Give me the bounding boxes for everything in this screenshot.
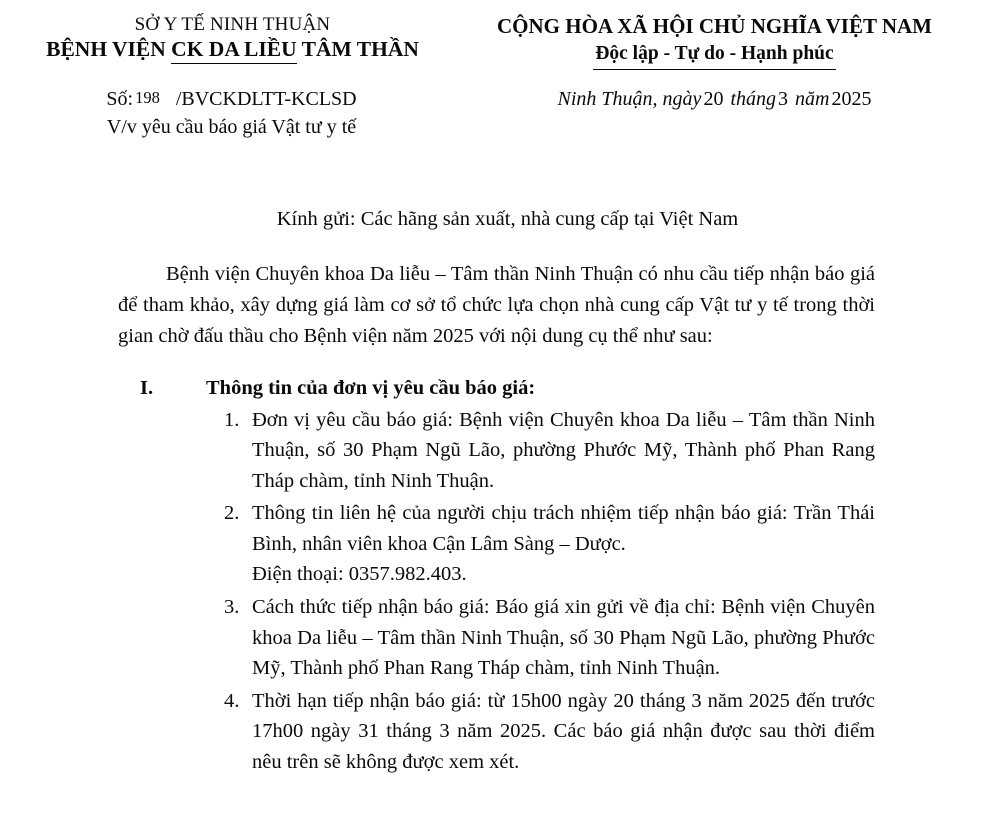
document-number-line [8, 86, 455, 112]
organization-name [10, 37, 455, 63]
list-item-number: 1. [224, 408, 240, 431]
list-item [118, 498, 875, 590]
document-number-label: Số: [106, 88, 134, 111]
list-item [118, 592, 875, 684]
document-body [118, 206, 875, 777]
date-month: 3 [778, 88, 788, 111]
list-item-text [252, 498, 875, 590]
list-item-number: 2. [224, 502, 240, 525]
list-item-number: 3. [224, 595, 240, 618]
list-item-number: 4. [224, 689, 240, 712]
list-item [118, 686, 875, 778]
document-number-value: 198 [135, 88, 160, 108]
place-label: Ninh Thuận, ngày [557, 88, 702, 111]
document-meta-row [0, 86, 990, 141]
list-item-text: Đơn vị yêu cầu báo giá: Bệnh viện Chuyên khoa Da liễu – Tâm thần Ninh Thuận, số 30 Phạm Ngũ Lão, phường Phước Mỹ, Thành phố Phan Rang Tháp chàm, tỉnh Ninh Thuận. [252, 408, 875, 492]
section-i-heading [118, 374, 875, 403]
national-motto: Độc lập - Tự do - Hạnh phúc [593, 42, 835, 70]
section-i-item-list [118, 405, 875, 777]
organization-name-suffix: TÂM THẦN [296, 37, 419, 62]
list-item-text: Thời hạn tiếp nhận báo giá: từ 15h00 ngày 20 tháng 3 năm 2025 đến trước 17h00 ngày 31 tháng 3 năm 2025. Các báo giá nhận được sau thời điểm nêu trên sẽ không được xem xét. [252, 689, 875, 773]
national-title: CỘNG HÒA XÃ HỘI CHỦ NGHĨA VIỆT NAM [496, 14, 933, 38]
list-item-text: Cách thức tiếp nhận báo giá: Báo giá xin gửi về địa chỉ: Bệnh viện Chuyên khoa Da liễu – Tâm thần Ninh Thuận, số 30 Phạm Ngũ Lão, phường Phước Mỹ, Thành phố Phan Rang Tháp chàm, tỉnh Ninh Thuận. [252, 595, 875, 680]
organization-name-prefix: BỆNH VIỆN [46, 37, 172, 62]
document-subject-line: V/v yêu cầu báo giá Vật tư y tế [106, 116, 357, 139]
date-year: 2025 [831, 88, 872, 111]
list-item-phone-line: Điện thoại: 0357.982.403. [252, 563, 467, 586]
organization-name-underlined: CK DA LIỀU [171, 37, 296, 64]
section-i-title: Thông tin của đơn vị yêu cầu báo giá: [206, 377, 536, 400]
section-i [118, 374, 875, 777]
place-and-date-block [455, 86, 990, 141]
date-day: 20 [703, 88, 724, 111]
issuing-organization-block [0, 14, 455, 70]
year-label: năm [795, 88, 830, 111]
document-header [0, 0, 990, 70]
place-and-date-line [455, 86, 976, 112]
month-label: tháng [730, 88, 776, 111]
document-number-code: /BVCKDLTT-KCLSD [175, 88, 357, 111]
parent-organization-name: SỞ Y TẾ NINH THUẬN [134, 14, 331, 35]
document-number-block [0, 86, 455, 141]
intro-paragraph: Bệnh viện Chuyên khoa Da liễu – Tâm thần Ninh Thuận có nhu cầu tiếp nhận báo giá để tham khảo, xây dựng giá làm cơ sở tổ chức lựa chọn nhà cung cấp Vật tư y tế trong thời gian chờ đấu thầu cho Bệnh viện năm 2025 với nội dung cụ thể như sau: [118, 262, 875, 347]
recipient-line: Kính gửi: Các hãng sản xuất, nhà cung cấp tại Việt Nam [276, 208, 739, 230]
list-item [118, 405, 875, 497]
national-heading-block [455, 14, 990, 70]
section-i-numeral: I. [140, 377, 154, 400]
list-item-main-text: Thông tin liên hệ của người chịu trách nhiệm tiếp nhận báo giá: Trần Thái Bình, nhân viên khoa Cận Lâm Sàng – Dược. [252, 502, 875, 555]
